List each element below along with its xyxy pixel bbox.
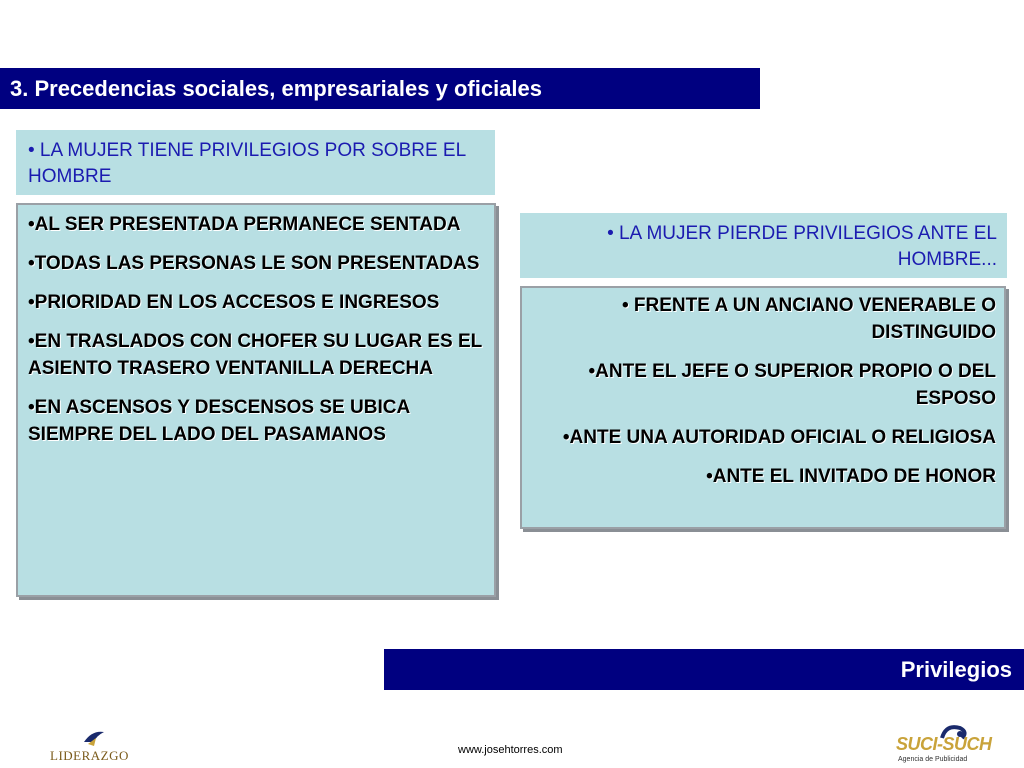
sucisuch-logo-text: SUCI-SUCH: [896, 734, 992, 754]
sucisuch-logo-subtext: Agencia de Publicidad: [898, 756, 968, 763]
left-list-box: [16, 203, 496, 597]
liderazgo-logo: [40, 726, 130, 766]
right-item: •ANTE EL JEFE O SUPERIOR PROPIO O DEL ESPOSO: [588, 361, 996, 409]
right-item: •ANTE UNA AUTORIDAD OFICIAL O RELIGIOSA: [562, 427, 996, 448]
right-item: •ANTE EL INVITADO DE HONOR: [706, 466, 996, 487]
left-item: •PRIORIDAD EN LOS ACCESOS E INGRESOS: [28, 292, 440, 313]
right-item: • FRENTE A UN ANCIANO VENERABLE O DISTINGUIDO: [622, 295, 996, 343]
left-heading-box: [16, 130, 495, 195]
right-heading-box: [520, 213, 1007, 278]
left-item: •EN ASCENSOS Y DESCENSOS SE UBICA SIEMPRE DEL LADO DEL PASAMANOS: [28, 397, 410, 445]
bird-icon: [82, 728, 106, 748]
right-heading: • LA MUJER PIERDE PRIVILEGIOS ANTE EL HOMBRE...: [607, 223, 997, 270]
section-label: Privilegios: [900, 656, 1012, 682]
title-bar: [0, 68, 760, 109]
sucisuch-logo: [892, 722, 992, 766]
left-heading: • LA MUJER TIENE PRIVILEGIOS POR SOBRE EL HOMBRE: [28, 140, 466, 187]
right-list-box: [520, 286, 1006, 529]
liderazgo-logo-text: LIDERAZGO: [50, 748, 129, 763]
left-item: •EN TRASLADOS CON CHOFER SU LUGAR ES EL ASIENTO TRASERO VENTANILLA DERECHA: [28, 331, 482, 379]
footer-url: www.josehtorres.com: [458, 744, 563, 756]
page-title: 3. Precedencias sociales, empresariales y oficiales: [10, 75, 543, 101]
left-item: •AL SER PRESENTADA PERMANECE SENTADA: [28, 214, 461, 235]
left-item: •TODAS LAS PERSONAS LE SON PRESENTADAS: [28, 253, 480, 274]
section-label-bar: [384, 649, 1024, 690]
